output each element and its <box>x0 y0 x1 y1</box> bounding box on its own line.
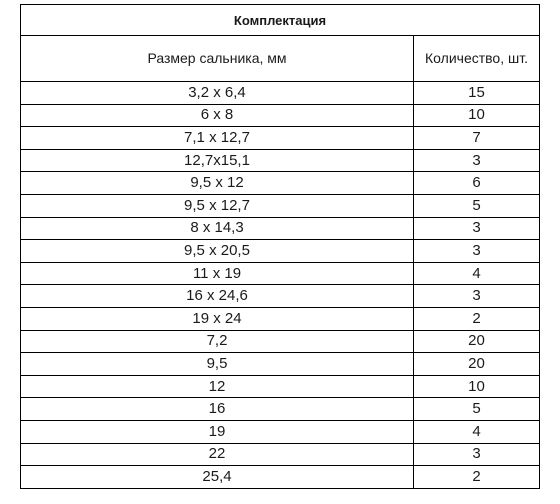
cell-qty: 2 <box>414 466 540 489</box>
table-row <box>21 104 540 127</box>
cell-qty: 3 <box>414 285 540 308</box>
cell-qty: 4 <box>414 420 540 443</box>
cell-size: 6 х 8 <box>21 104 414 127</box>
contents-table-container <box>20 4 539 489</box>
table-row <box>21 307 540 330</box>
table-body <box>21 82 540 489</box>
cell-qty: 3 <box>414 149 540 172</box>
contents-table <box>20 4 540 489</box>
cell-size: 9,5 х 12 <box>21 172 414 195</box>
cell-size: 19 <box>21 420 414 443</box>
cell-size: 16 х 24,6 <box>21 285 414 308</box>
cell-size: 9,5 х 20,5 <box>21 240 414 263</box>
table-row <box>21 285 540 308</box>
cell-qty: 10 <box>414 104 540 127</box>
cell-size: 8 х 14,3 <box>21 217 414 240</box>
table-row <box>21 330 540 353</box>
cell-qty: 3 <box>414 217 540 240</box>
cell-size: 25,4 <box>21 466 414 489</box>
cell-qty: 7 <box>414 127 540 150</box>
cell-size: 9,5 <box>21 353 414 376</box>
cell-qty: 5 <box>414 194 540 217</box>
cell-size: 12 <box>21 375 414 398</box>
cell-size: 3,2 х 6,4 <box>21 82 414 105</box>
cell-size: 7,1 х 12,7 <box>21 127 414 150</box>
cell-size: 11 х 19 <box>21 262 414 285</box>
column-header-size: Размер сальника, мм <box>21 36 414 82</box>
cell-qty: 20 <box>414 330 540 353</box>
table-row <box>21 149 540 172</box>
cell-qty: 4 <box>414 262 540 285</box>
cell-qty: 10 <box>414 375 540 398</box>
cell-size: 12,7х15,1 <box>21 149 414 172</box>
table-row <box>21 194 540 217</box>
cell-size: 7,2 <box>21 330 414 353</box>
cell-size: 16 <box>21 398 414 421</box>
table-row <box>21 240 540 263</box>
cell-qty: 15 <box>414 82 540 105</box>
cell-qty: 5 <box>414 398 540 421</box>
table-title: Комплектация <box>21 5 540 36</box>
cell-qty: 2 <box>414 307 540 330</box>
table-row <box>21 398 540 421</box>
cell-qty: 3 <box>414 240 540 263</box>
table-row <box>21 127 540 150</box>
table-row <box>21 262 540 285</box>
table-row <box>21 353 540 376</box>
table-row <box>21 443 540 466</box>
cell-qty: 3 <box>414 443 540 466</box>
cell-size: 19 х 24 <box>21 307 414 330</box>
table-header-row <box>21 36 540 82</box>
table-row <box>21 375 540 398</box>
cell-size: 22 <box>21 443 414 466</box>
table-row <box>21 217 540 240</box>
cell-qty: 20 <box>414 353 540 376</box>
cell-qty: 6 <box>414 172 540 195</box>
table-row <box>21 172 540 195</box>
table-title-row <box>21 5 540 36</box>
table-row <box>21 466 540 489</box>
table-row <box>21 82 540 105</box>
cell-size: 9,5 х 12,7 <box>21 194 414 217</box>
table-row <box>21 420 540 443</box>
column-header-qty: Количество, шт. <box>414 36 540 82</box>
